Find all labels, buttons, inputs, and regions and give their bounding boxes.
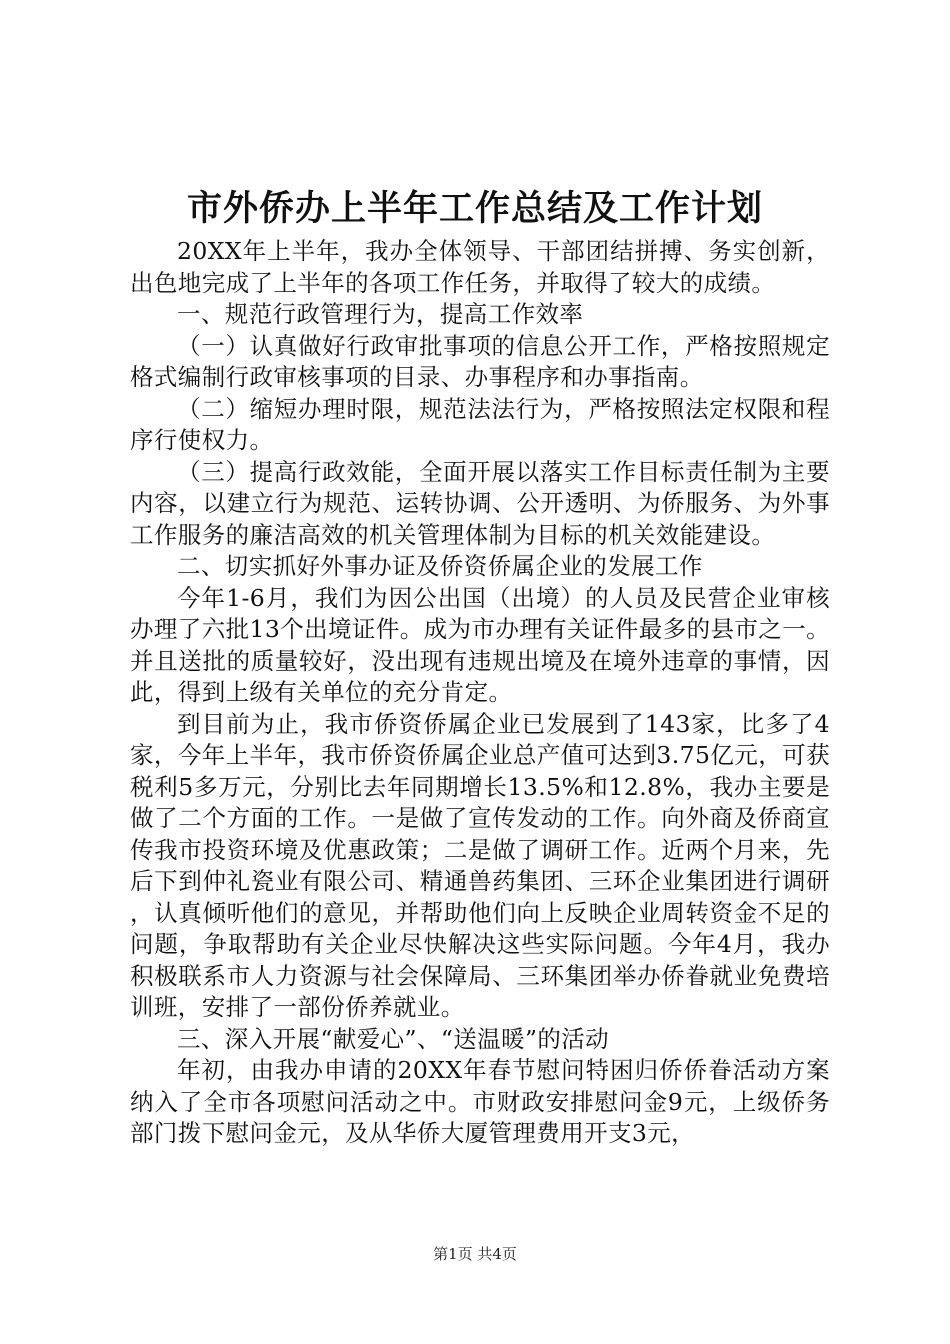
section-heading-1: 一、规范行政管理行为，提高工作效率 bbox=[177, 300, 584, 328]
section-heading-2: 二、切实抓好外事办证及侨资侨属企业的发展工作 bbox=[177, 552, 703, 580]
page-number-footer: 第1页 共4页 bbox=[433, 1245, 517, 1263]
paragraph-1-1: （一）认真做好行政审批事项的信息公开工作，严格按照规定格式编制行政审核事项的目录、办事程序和办事指南。 bbox=[130, 331, 830, 391]
paragraph-2-2: 到目前为止，我市侨资侨属企业已发展到了143家，比多了4家，今年上半年，我市侨资侨属企业总产值可达到3.75亿元，可获税利5多万元，分别比去年同期增长13.5%和12.8%，我办主要是做了二个方面的工作。一是做了宣传发动的工作。向外商及侨商宣传我市投资环境及优惠政策；二是做了调研工作。近两个月来，先后下到仲礼瓷业有限公司、精通兽药集团、三环企业集团进行调研，认真倾听他们的意见，并帮助他们向上反映企业周转资金不足的问题，争取帮助有关企业尽快解决这些实际问题。今年4月，我办积极联系市人力资源与社会保障局、三环集团举办侨眷就业免费培训班，安排了一部份侨养就业。 bbox=[130, 709, 830, 1021]
document-title: 市外侨办上半年工作总结及工作计划 bbox=[186, 188, 763, 229]
paragraph-3-1: 年初，由我办申请的20XX年春节慰问特困归侨侨眷活动方案纳入了全市各项慰问活动之中。市财政安排慰问金9元，上级侨务部门拨下慰问金元，及从华侨大厦管理费用开支3元， bbox=[130, 1056, 830, 1147]
paragraph-1-3: （三）提高行政效能，全面开展以落实工作目标责任制为主要内容，以建立行为规范、运转协调、公开透明、为侨服务、为外事工作服务的廉洁高效的机关管理体制为目标的机关效能建设。 bbox=[130, 457, 830, 549]
paragraph-1-2: （二）缩短办理时限，规范法法行为，严格按照法定权限和程序行使权力。 bbox=[130, 394, 830, 454]
intro-paragraph: 20XX年上半年，我办全体领导、干部团结拼搏、务实创新，出色地完成了上半年的各项工作任务，并取得了较大的成绩。 bbox=[130, 237, 830, 297]
paragraph-2-1: 今年1-6月，我们为因公出国（出境）的人员及民营企业审核办理了六批13个出境证件。成为市办理有关证件最多的县市之一。并且送批的质量较好，没出现有违规出境及在境外违章的事情，因此，得到上级有关单位的充分肯定。 bbox=[130, 583, 830, 706]
document-body bbox=[130, 236, 830, 1150]
section-heading-3: 三、深入开展“献爱心”、“送温暖”的活动 bbox=[177, 1024, 610, 1053]
